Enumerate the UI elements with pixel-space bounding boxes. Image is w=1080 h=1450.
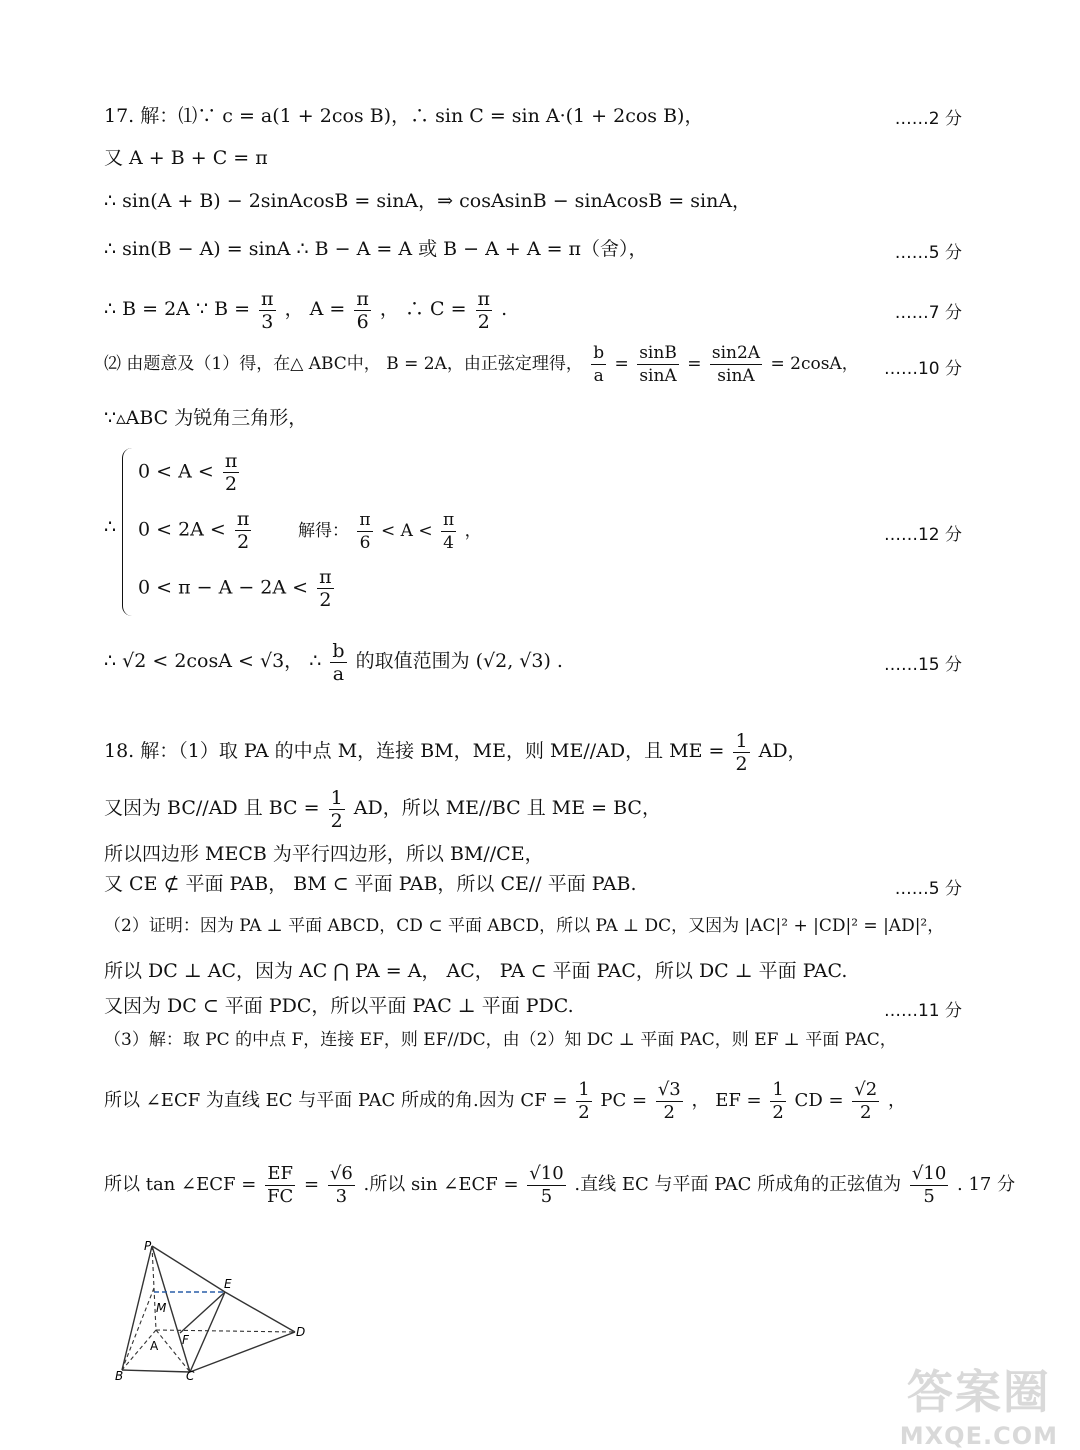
denominator: 2 [237,531,250,553]
denominator: 2 [735,752,748,775]
p18-l9-text-b: PC = [600,1090,648,1111]
denominator: 2 [225,473,238,495]
numerator: π [359,510,371,530]
fraction [527,1163,565,1208]
p18-l10-text-e: . 17 分 [957,1174,1016,1195]
denominator: sinA [717,366,755,386]
p18-line-6: 所以 DC ⊥ AC，因为 AC ⋂ PA = A， AC， PA ⊂ 平面 PAC，所以 DC ⊥ 平面 PAC. [104,960,848,982]
p18-line-5: （2）证明：因为 PA ⊥ 平面 ABCD，CD ⊂ 平面 ABCD，所以 PA ⊥ DC，又因为 |AC|² + |CD|² = |AD|²， [104,916,945,936]
denominator: 4 [443,533,454,553]
numerator: sinB [639,343,677,363]
p17-points-2: ……2 分 [894,109,962,129]
numerator: π [224,450,238,472]
fraction [441,509,456,554]
denominator: 3 [261,310,274,333]
inequality-text: 0 < A < [138,460,214,483]
p18-line-4: 又 CE ⊄ 平面 PAB， BM ⊂ 平面 PAB，所以 CE// 平面 PAB. [104,873,637,895]
numerator: EF [265,1163,295,1186]
numerator: sin2A [711,343,761,363]
inequality-row-2 [138,508,254,553]
fraction [576,1079,591,1124]
denominator: a [593,366,604,386]
p17-line-5 [104,286,507,333]
fraction [591,342,606,387]
p18-l10-text-c: .所以 sin ∠ECF = [363,1174,519,1195]
solve-label: 解得： [298,521,349,541]
edge-fe [180,1292,225,1333]
p17-line-1: 17. 解：⑴∵ c = a(1 + 2cos B)，∴ sin C = sin A·(1 + 2cos B)， [104,105,704,127]
solve-text: < A < [381,521,433,541]
denominator: 3 [335,1185,348,1207]
p17-points-5: ……5 分 [894,243,962,263]
p18-l9-text-a: 所以 ∠ECF 为直线 EC 与平面 PAC 所成的角.因为 CF = [104,1090,568,1111]
label-d: D [296,1325,306,1339]
p18-line-2 [104,785,661,832]
fraction [354,288,371,333]
p17-l6-text-a: ⑵ 由题意及（1）得，在△ ABC中， B = 2A，由正弦定理得， [104,354,583,374]
solve-result [298,508,482,554]
numerator: √2 [854,1078,878,1100]
fraction [235,508,252,553]
label-e: E [224,1277,232,1291]
denominator: sinA [639,366,677,386]
p17-l5-text-d: . [501,298,508,320]
p18-line-1 [104,728,807,775]
fraction [476,288,493,333]
p17-l5-text-c: ， ∴ C = [379,298,467,320]
edge-pb [122,1246,152,1370]
label-p: P [144,1239,152,1253]
p17-points-12: ……12 分 [883,525,962,545]
fraction [329,787,345,832]
numerator: 1 [330,786,343,809]
p18-line-9 [104,1078,906,1124]
label-c: C [186,1369,195,1380]
denominator: 6 [359,533,371,553]
therefore-symbol: ∴ [104,516,117,538]
denominator: 5 [540,1185,553,1207]
p18-l10-text-d: .直线 EC 与平面 PAC 所成角的正弦值为 [574,1174,902,1195]
label-f: F [182,1333,189,1347]
watermark-logo [900,1356,1058,1450]
label-m: M [156,1301,167,1315]
denominator: 5 [923,1185,935,1207]
p18-l2-text-a: 又因为 BC//AD 且 BC = [104,797,320,819]
denominator: a [332,662,345,685]
p17-points-7: ……7 分 [894,303,962,323]
label-b: B [115,1369,124,1380]
watermark-text: 答案圈 [906,1365,1051,1419]
edge-mb [122,1288,154,1370]
inequality-row-1 [138,450,242,495]
p18-points-11: ……11 分 [883,1001,962,1021]
fraction [770,1079,785,1124]
numerator: π [261,287,274,310]
numerator: √3 [657,1078,681,1100]
p18-l1-text-a: 18. 解：（1）取 PA 的中点 M，连接 BM，ME，则 ME//AD，且 ME = [104,740,725,762]
inequality-text: 0 < π − A − 2A < [138,576,309,599]
denominator: FC [267,1185,294,1207]
label-a: A [150,1339,159,1353]
numerator: π [236,508,250,530]
p18-l10-text-a: 所以 tan ∠ECF = [104,1174,257,1195]
p18-l9-text-c: ， EF = [691,1090,762,1111]
fraction [733,730,749,775]
fraction [265,1163,295,1208]
fraction [910,1163,948,1208]
p18-line-7: 又因为 DC ⊂ 平面 PDC，所以平面 PAC ⊥ 平面 PDC. [104,995,574,1017]
fraction [656,1079,683,1124]
p17-l5-text-b: ， A = [284,298,346,320]
p18-line-10 [104,1162,1015,1208]
fraction [317,566,334,611]
numerator: √6 [329,1162,353,1184]
p17-l6-text-d: = 2cosA， [770,354,859,374]
p18-l2-text-b: AD，所以 ME//BC 且 ME = BC， [353,797,661,819]
p17-line-6 [104,341,859,387]
edge-pe [152,1246,225,1292]
p18-points-5: ……5 分 [894,879,962,899]
p17-points-10: ……10 分 [883,359,962,379]
edge-cd [190,1332,295,1372]
numerator: 1 [578,1078,590,1100]
p17-line-4: ∴ sin(B − A) = sinA ∴ B − A = A 或 B − A + A = π（舍）， [104,238,648,260]
solve-comma: ， [464,521,482,541]
p18-line-3: 所以四边形 MECB 为平行四边形，所以 BM//CE， [104,843,544,865]
p18-l9-text-d: CD = [794,1090,844,1111]
pyramid-figure [100,1230,330,1380]
fraction [330,640,346,685]
left-brace [122,448,133,616]
numerator: π [442,510,455,530]
denominator: 2 [319,589,332,611]
fraction [259,288,276,333]
numerator: π [319,566,332,588]
p18-l9-text-e: ， [887,1090,906,1111]
denominator: 6 [356,310,369,333]
fraction [223,450,240,495]
numerator: √10 [529,1162,564,1184]
fraction [852,1079,879,1124]
numerator: π [356,287,369,310]
numerator: π [477,287,491,310]
inequality-text: 0 < 2A < [138,518,226,541]
numerator: 1 [772,1078,784,1100]
fraction [357,509,372,554]
p17-line-2: 又 A + B + C = π [104,147,268,169]
p18-line-8: （3）解：取 PC 的中点 F，连接 EF，则 EF//DC，由（2）知 DC ⊥ 平面 PAC，则 EF ⊥ 平面 PAC， [104,1030,897,1050]
fraction [710,342,762,387]
watermark-url: MXQE.COM [899,1422,1058,1450]
p17-l6-text-b: = [614,354,629,374]
p17-line-7: ∵▵ABC 为锐角三角形， [104,407,308,429]
numerator: b [332,639,345,662]
p18-l10-text-b: = [304,1174,320,1195]
denominator: 2 [477,310,490,333]
p17-l6-text-c: = [687,354,702,374]
numerator: b [593,343,605,363]
fraction [328,1163,355,1208]
p18-l1-text-b: AD， [758,740,807,762]
denominator: 2 [772,1101,784,1123]
p17-l9-text-b: 的取值范围为 (√2, √3) . [355,650,563,672]
denominator: 2 [663,1101,675,1123]
numerator: 1 [735,729,748,752]
fraction [637,342,679,387]
edge-ed [225,1292,295,1332]
denominator: 2 [330,809,343,832]
numerator: √10 [911,1162,947,1184]
denominator: 2 [860,1101,872,1123]
p17-l5-text-a: ∴ B = 2A ∵ B = [104,298,250,320]
p17-line-3: ∴ sin(A + B) − 2sinAcosB = sinA，⇒ cosAsinB − sinAcosB = sinA， [104,190,752,212]
p17-points-15: ……15 分 [883,655,962,675]
denominator: 2 [578,1101,590,1123]
p17-l9-text-a: ∴ √2 < 2cosA < √3， ∴ [104,650,322,672]
edge-bc [122,1370,190,1372]
p17-line-9 [104,638,563,685]
inequality-row-3 [138,566,337,611]
